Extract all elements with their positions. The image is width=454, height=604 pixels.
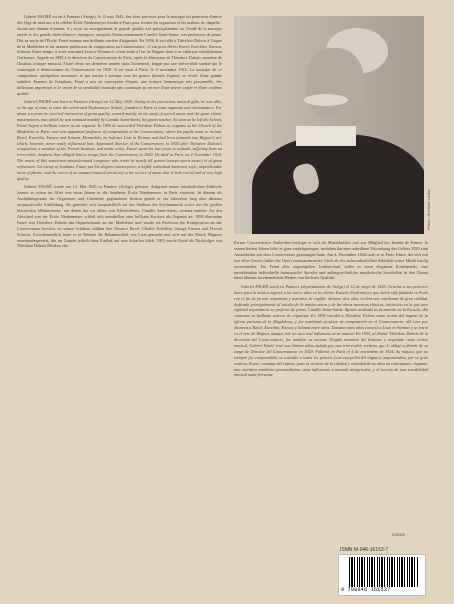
french-paragraph: Gabriel FAURÉ est né à Pamiers (Ariège), le 12 mai 1845. Ses dons précoces pour la musique lui permirent d'entrer dès l'âge de neuf ans à la célèbre École Niedermeyer fondée à Paris pour former les organistes et les maîtres de chapelle : durant une dizaine d'années, il y reçut un enseignement de grande qualité, axé principalement sur l'étude de la musique sacrée et des grands chefs-d'œuvre classiques, auxquels l'initia notamment Camille Saint-Saëns, son professeur de piano. Dès sa sortie de l'École, Fauré entama une brillante carrière d'organiste. En 1896, il succéda à Théodore Dubois à l'orgue de la Madeleine et fut nommé professeur de composition au Conservatoire : il eut pour élèves Ravel, Koechlin, Enescu, Schmitt. Entre-temps, il avait rencontré Liszt à Weimar et s'était initié à l'art de Wagner dont il ne subit pas véritablement l'influence. Appelé en 1905 à la direction du Conservatoire de Paris, après la démission de Théodore Dubois, membre de l'Institut, critique musical, Fauré vécut ses dernières années dans l'isolement, frappé par une irréversible surdité qui le contraignit à démissionner du Conservatoire en 1920. Il est mort à Paris, le 4 novembre 1924. La musique de ce compositeur quelquefois incompris et qui toucha à presque tous les genres (hormis l'opéra), se révèle d'une grande subtilité. Ennemi de l'emphase, Fauré a mis au contrepoint élégant, une écriture harmonique très personnelle, des inflexions imprévues et le secret de sa sensibilité musicale peu commune au service d'une œuvre variée et d'une extrême qualité. (17, 14, 222, 96)
english-paragraph: Gabriel FAURÉ was born in Pamiers (Ariège) on 12 May 1845. Owing to his precocious musical gifts, he was able, at the age of nine, to enter the celebrated Niedermeyer School, founded in Paris to train organists and choirmasters. For about ten years he received instruction of great quality, centred mainly on the study of sacred music and the great classic masterpieces, into which he was initiated notably by Camille Saint-Saëns, his piano teacher. As soon as he left the School, Fauré began a brilliant career as an organist. In 1896 he succeeded Théodore Dubois as organist at the Church of the Madeleine in Paris, and was appointed professor of composition at the Conservatory, where his pupils came to include Ravel, Koechlin, Enescu and Schmitt. Meanwhile, he had met Liszt in Weimar and had been initiated into Wagner's art, which, however, never really influenced him. Appointed director of the Conservatory in 1905 after Théodore Dubois's resignation, a member of the French Institute, and music critic, Fauré spent his last years in solitude, suffering from an irreversible deafness that obliged him to resign from the Conservatory in 1920. He died in Paris on 4 November 1924. The music of this sometimes misunderstood composer who wrote in nearly all genres (except opera music) is of great refinement. An enemy of bombast, Fauré put his elegant counterpoint, a highly individual harmonic style, unpredictable turns of phrase, and the secret of an unusual musical sensitivity at the service of music that is both varied and of very high quality. (17, 99, 222, 181)
right-text-column (234, 240, 428, 530)
composer-portrait-photo (234, 16, 424, 234)
publisher-code: D/2002 (392, 532, 405, 537)
spanish-paragraph: Gabriel FAURÉ nació en Pamiers (departamento de Ariège) el 12 de mayo de 1845. Gracias a sus precoces dotes para la música ingresó a los nueve años en la célebre Escuela Niedermeyer, que había sido fundada en París con el fin de formar organistas y maestros de capilla: durante diez años recibió una enseñanza de gran calidad, dedicada principalmente al estudio de la música sacra y de las obras maestras clásicas, iniciación en la que tuvo especial importancia su profesor de piano, Camille Saint-Saëns. Apenas acabada su formación en la Escuela, dio comienzo su brillante carrera de organista. En 1896 sucedió a Théodore Dubois como titular del órgano de la iglesia parisina de la Magdalena, y fue nombrado profesor de composición en el Conservatorio: allí tuvo por alumnos a Ravel, Koechlin, Enescu y Schmitt entre otros. Durante estos años conoció a Liszt en Weimar y se inició en el arte de Wagner, aunque éste no tuvo real influencia en su música. En 1905, al dimitir Théodore Dubois de la dirección del Conservatorio, fue también su sucesor. Elegido miembro del Instituto y respetado como crítico musical, Gabriel Fauré vivió sus últimos años aislado por una irreversible sordera, que le obligó a dimitir de su cargo de Director del Conservatorio en 1920. Falleció en París el 4 de noviembre de 1924. Su música, que no siempre fue comprendida, se extendió a todos los géneros (con excepción del órgano), imponiéndose por su gran sutileza. Fauré, enemigo del énfasis, puso al servicio de la calidad y variedad de su obra un contrapunto elegante, una escritura armónica personalísima, unas inflexiones a menudo inesperadas, y el secreto de una sensibilidad musical nada frecuente. (234, 283, 428, 378)
german-continued-paragraph: Pariser Conservatoire. Außerdem betätigte er sich als Musikkritiker und war Mitglied des Institut de France. In seinen letzten Jahren lebte er ganz zurückgezogen, nachdem ihn eine unheilbare Erkrankung des Gehörs 1920 zum Ausscheiden aus dem Conservatoire gezwungen hatte. Am 4. November 1924 starb er in Paris. Fauré, der sich mit fast allen Genres (außer der Oper) auseinandersetzte, blieb als der außerordentlichen Subtilität seiner Musik häufig unverstanden. Ein Feind aller ungezügelten Leidenschaft, stellte er einen eleganten Kontrapunkt, eine unverkennbar individuelle harmonische Sprache und außergewöhnliche musikalische Sensibilität in den Dienst eines überaus facettenreichen Werkes von höchster Qualität. (234, 240, 428, 281)
left-text-column (17, 14, 222, 592)
german-paragraph: Gabriel FAURÉ wurde am 12. Mai 1845 in Pamiers (Ariège) geboren. Aufgrund seiner musikalischen Frühreife konnte er schon im Alter von neun Jahren in die berühmte École Niedermeyer in Paris eintreten. In diesem als Ausbildungsstätte für Organisten und Chorleiter gegründeten Institut genoß er ein Jahrzehnt lang eine überaus anspruchsvolle Ausbildung. Sie gründete sich hauptsächlich auf das Studium der Kirchenmusik sowie das der großen klassischen Meisterwerke, mit denen ihn vor allem sein Klavierlehrer, Camille Saint-Saëns, vertraut machte. An den Abschied von der École Niedermeyer schloß sich unmittelbar eine brillante Karriere als Organist an. 1896 übernahm Fauré von Théodore Dubois das Organistenamt an der Madeleine und wurde als Professor für Komposition an das Conservatoire berufen: zu seinen Schülern zählten dort Maurice Ravel, Charles Koechlin, George Enescu und Florent Schmitt. Zwischenzeitlich hatte er in Weimar die Bekanntschaft von Liszt gemacht und sich mit der Musik Wagners auseinandergesetzt, die im Grunde jedoch ohne Einfluß auf sein Schaffen blieb. 1905 wurde Fauré als Nachfolger von Théodore Dubois Direktor des (17, 184, 222, 249)
barcode (338, 554, 426, 596)
ismn-label: ISMN M-046-16153-7 (340, 547, 389, 553)
photo-credit: Photo : Archives Leduc (426, 189, 431, 230)
barcode-number: 9 790046 161537 (341, 587, 391, 593)
barcode-bars (349, 557, 419, 587)
